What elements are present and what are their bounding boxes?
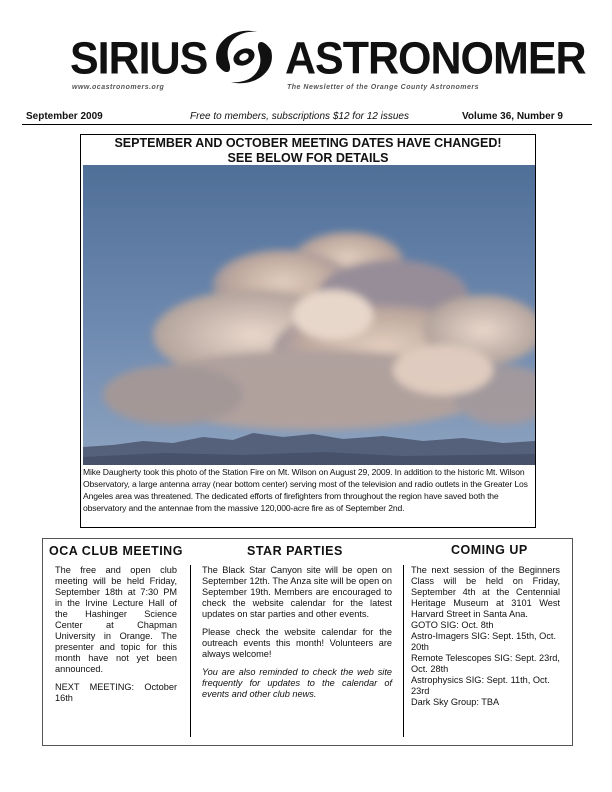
station-fire-photo [83, 165, 535, 465]
subscription-note: Free to members, subscriptions $12 for 12 issues [190, 111, 409, 122]
issue-line [22, 110, 592, 125]
feature-box [80, 134, 536, 528]
beginners-class: The next session of the Beginners Class will be held on Friday, September 4th at the Centennial Heritage Museum at 3101 West Harvard Street in Santa Ana. [411, 565, 560, 619]
spiral-galaxy-logo [207, 24, 281, 90]
sig-item: Remote Telescopes SIG: Sept. 23rd, Oct. 28th [411, 653, 560, 674]
sig-item: Astrophysics SIG: Sept. 11th, Oct. 23rd [411, 675, 550, 696]
star-parties-title: STAR PARTIES [247, 544, 343, 558]
star-parties-text [202, 565, 392, 707]
sig-item: Dark Sky Group: TBA [411, 697, 500, 707]
issue-date: September 2009 [26, 111, 103, 122]
masthead-url: www.ocastronomers.org [72, 84, 165, 91]
club-meeting-title: OCA CLUB MEETING [49, 544, 183, 558]
column-divider [190, 565, 191, 737]
headline-line-1: SEPTEMBER AND OCTOBER MEETING DATES HAVE CHANGED! [114, 136, 502, 150]
coming-up-text [411, 565, 560, 708]
star-parties-p1: The Black Star Canyon site will be open on September 12th. The Anza site will be open on September 19th. Members are encouraged to check the website calendar for the latest updates on star parties and other events. [202, 565, 392, 619]
star-parties-p2: Please check the website calendar for the outreach events this month! Volunteers are always welcome! [202, 627, 392, 659]
headline-line-2: SEE BELOW FOR DETAILS [227, 151, 389, 165]
sig-item: GOTO SIG: Oct. 8th [411, 620, 494, 630]
column-divider [403, 565, 404, 737]
club-meeting-text [55, 565, 177, 711]
club-meeting-body: The free and open club meeting will be held Friday, September 18th at 7:30 PM in the Irvine Lecture Hall of the Hashinger Science Center at Chapman University in Orange. The presenter and topic for this month have not yet been announced. [55, 565, 177, 674]
sig-item: Astro-Imagers SIG: Sept. 15th, Oct. 20th [411, 631, 557, 652]
feature-headline [81, 136, 535, 166]
photo-caption: Mike Daugherty took this photo of the Station Fire on Mt. Wilson on August 29, 2009. In addition to the historic Mt. Wilson Observatory, a large antenna array (near bottom center) serving most of the television and radio outlets in the Greater Los Angeles area was threatened. The dedicated efforts of firefighters from throughout the region have saved both the observatory and the antennae from the massive 120,000-acre fire as of September 2nd. [83, 467, 528, 513]
issue-volume: Volume 36, Number 9 [462, 111, 563, 122]
info-box [42, 538, 573, 746]
masthead-title-right: ASTRONOMER [285, 33, 586, 85]
coming-up-title: COMING UP [451, 543, 528, 557]
masthead-tagline: The Newsletter of the Orange County Astronomers [287, 84, 480, 91]
next-meeting: NEXT MEETING: October 16th [55, 682, 177, 703]
star-parties-p3: You are also reminded to check the web site frequently for updates to the calendar of events and other club news. [202, 667, 392, 699]
masthead-title-left: SIRIUS [70, 33, 208, 85]
